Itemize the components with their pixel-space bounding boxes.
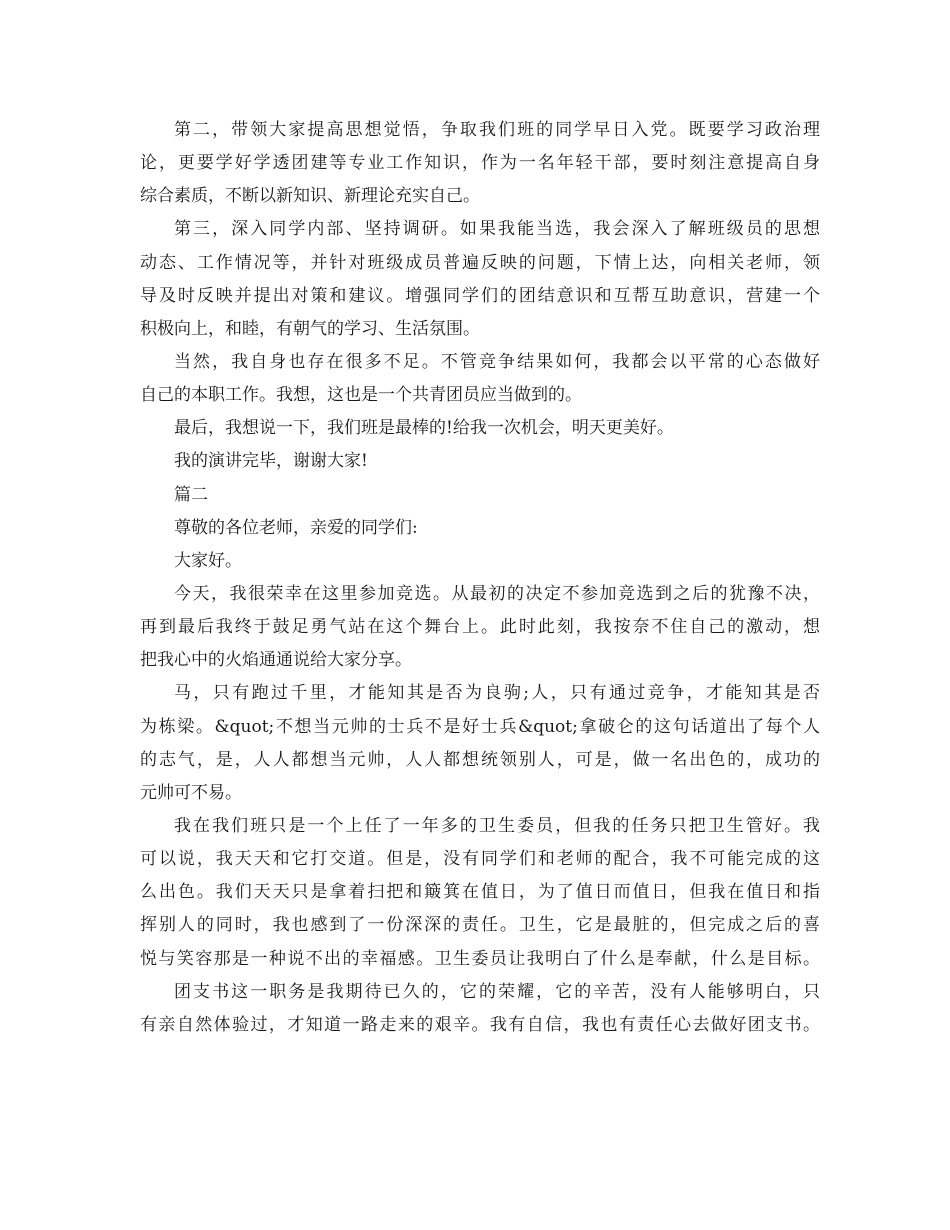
- text-line: 最后，我想说一下，我们班是最棒的!给我一次机会，明天更美好。: [174, 418, 674, 439]
- text-line: 挥别人的同时，我也感到了一份深深的责任。卫生，它是最脏的，但完成之后的喜: [140, 915, 820, 936]
- text-line: 自己的本职工作。我想，这也是一个共青团员应当做到的。: [140, 385, 582, 406]
- text-line: 元帅可不易。: [140, 782, 242, 803]
- text-line: 可以说，我天天和它打交道。但是，没有同学们和老师的配合，我不可能完成的这: [140, 849, 820, 870]
- text-line: 马，只有跑过千里，才能知其是否为良驹;人，只有通过竞争，才能知其是否: [174, 683, 820, 704]
- text-line: 悦与笑容那是一种说不出的幸福感。卫生委员让我明白了什么是奉献，什么是目标。: [140, 948, 820, 969]
- text-line: 导及时反映并提出对策和建议。增强同学们的团结意识和互帮互助意识，营建一个: [140, 285, 820, 306]
- text-line: 动态、工作情况等，并针对班级成员普遍反映的问题，下情上达，向相关老师，领: [140, 252, 820, 273]
- text-line: 积极向上，和睦，有朝气的学习、生活氛围。: [140, 318, 480, 339]
- text-line: 的志气，是，人人都想当元帅，人人都想统领别人，可是，做一名出色的，成功的: [140, 749, 820, 770]
- text-line: 篇二: [174, 484, 208, 505]
- text-line: 第三，深入同学内部、坚持调研。如果我能当选，我会深入了解班级员的思想: [174, 219, 820, 240]
- text-line: 有亲自然体验过，才知道一路走来的艰辛。我有自信，我也有责任心去做好团支书。: [140, 1014, 820, 1035]
- text-line: 团支书这一职务是我期待已久的，它的荣耀，它的辛苦，没有人能够明白，只: [174, 981, 820, 1002]
- text-line: 尊敬的各位老师，亲爱的同学们:: [174, 517, 418, 538]
- text-line: 论，更要学好学透团建等专业工作知识，作为一名年轻干部，要时刻注意提高自身: [140, 153, 820, 174]
- text-line: 么出色。我们天天只是拿着扫把和簸箕在值日，为了值日而值日，但我在值日和指: [140, 882, 820, 903]
- text-line: 我在我们班只是一个上任了一年多的卫生委员，但我的任务只把卫生管好。我: [174, 815, 820, 836]
- text-line: 当然，我自身也存在很多不足。不管竞争结果如何，我都会以平常的心态做好: [174, 351, 820, 372]
- text-line: 综合素质，不断以新知识、新理论充实自己。: [140, 186, 480, 207]
- text-line: 第二，带领大家提高思想觉悟，争取我们班的同学早日入党。既要学习政治理: [174, 120, 820, 140]
- text-line: 为栋梁。&quot;不想当元帅的士兵不是好士兵&quot;拿破仑的这句话道出了每个人: [140, 716, 820, 737]
- text-line: 今天，我很荣幸在这里参加竞选。从最初的决定不参加竞选到之后的犹豫不决，: [174, 583, 820, 604]
- text-line: 再到最后我终于鼓足勇气站在这个舞台上。此时此刻，我按奈不住自己的激动，想: [140, 617, 820, 638]
- text-line: 我的演讲完毕，谢谢大家!: [174, 451, 368, 472]
- text-line: 大家好。: [174, 550, 242, 571]
- text-line: 把我心中的火焰通通说给大家分享。: [140, 650, 412, 671]
- document-body: [140, 114, 820, 1042]
